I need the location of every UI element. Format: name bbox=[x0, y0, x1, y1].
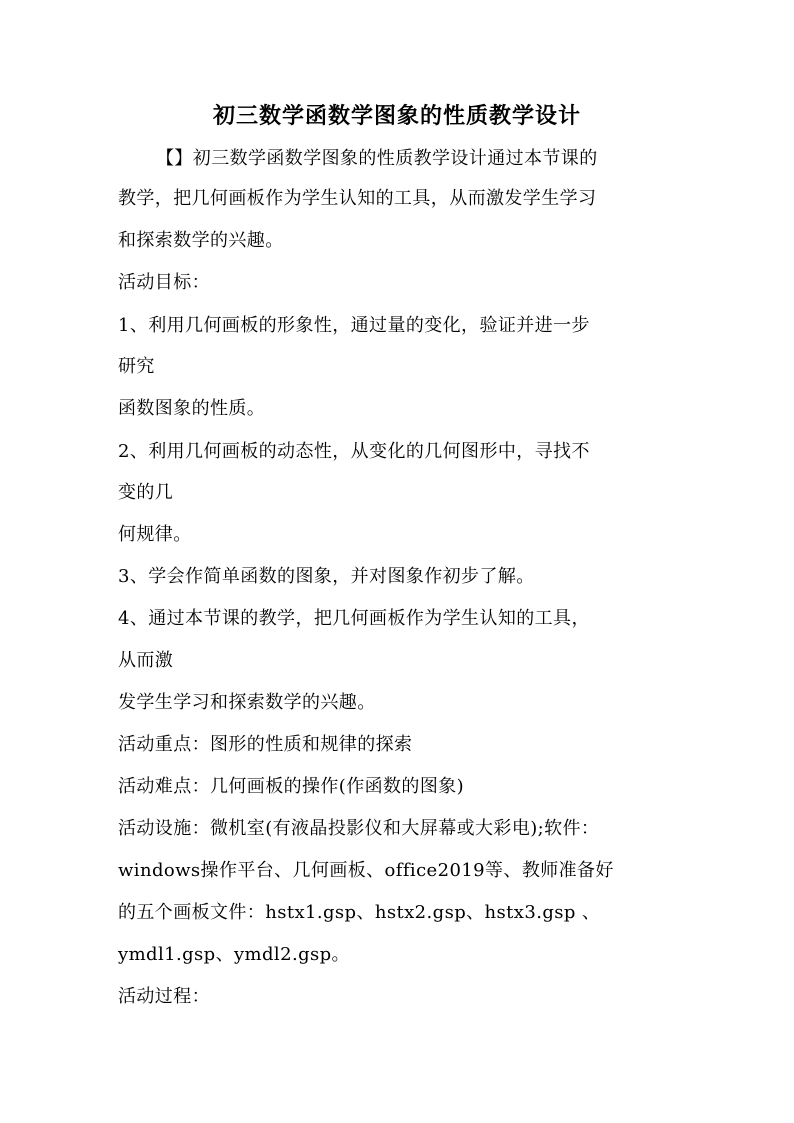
facilities-line: 活动设施：微机室(有液晶投影仪和大屏幕或大彩电);软件： bbox=[118, 818, 600, 839]
list-item: 发学生学习和探索数学的兴趣。 bbox=[118, 692, 376, 713]
list-item: 1、利用几何画板的形象性，通过量的变化，验证并进一步 bbox=[118, 315, 590, 336]
list-item: 从而激 bbox=[118, 650, 174, 671]
difficulty-point: 活动难点：几何画板的操作(作函数的图象) bbox=[118, 776, 465, 797]
document-title: 初三数学函数学图象的性质教学设计 bbox=[212, 103, 581, 129]
list-item: 4、通过本节课的教学，把几何画板作为学生认知的工具， bbox=[118, 608, 590, 629]
list-item: 变的几 bbox=[118, 482, 174, 503]
list-item: 2、利用几何画板的动态性，从变化的几何图形中，寻找不 bbox=[118, 441, 590, 462]
paragraph-line: 教学，把几何画板作为学生认知的工具，从而激发学生学习 bbox=[118, 188, 597, 209]
facilities-line: windows操作平台、几何画板、office2019等、教师准备好 bbox=[118, 860, 614, 881]
paragraph-line: 【】初三数学函数学图象的性质教学设计通过本节课的 bbox=[156, 148, 598, 169]
list-item: 函数图象的性质。 bbox=[118, 398, 266, 419]
key-point: 活动重点：图形的性质和规律的探索 bbox=[118, 734, 413, 755]
list-item: 研究 bbox=[118, 356, 155, 377]
facilities-line: 的五个画板文件：hstx1.gsp、hstx2.gsp、hstx3.gsp 、 bbox=[118, 902, 601, 923]
section-heading: 活动目标： bbox=[118, 272, 210, 293]
list-item: 何规律。 bbox=[118, 524, 192, 545]
section-heading: 活动过程： bbox=[118, 986, 210, 1007]
list-item: 3、学会作简单函数的图象，并对图象作初步了解。 bbox=[118, 566, 535, 587]
paragraph-line: 和探索数学的兴趣。 bbox=[118, 230, 284, 251]
facilities-line: ymdl1.gsp、ymdl2.gsp。 bbox=[118, 944, 350, 965]
